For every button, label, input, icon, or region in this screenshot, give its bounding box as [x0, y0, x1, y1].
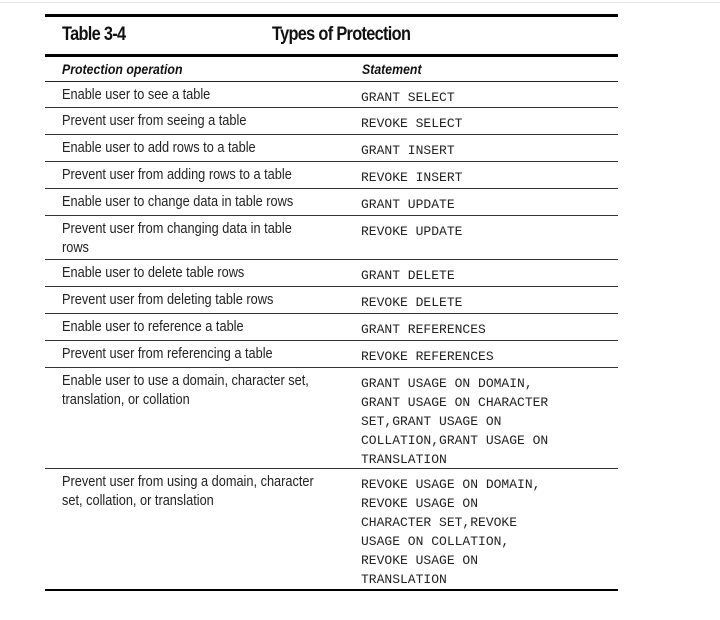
table-row	[45, 82, 618, 108]
table-title: Types of Protection	[272, 24, 411, 45]
statement-cell: REVOKE UPDATE	[361, 224, 463, 239]
statement-cell: GRANT USAGE ON DOMAIN, GRANT USAGE ON CHARACTER SET,GRANT USAGE ON COLLATION,GRANT USAGE ON TRANSLATION	[361, 376, 549, 467]
statement-cell: GRANT INSERT	[361, 143, 455, 158]
operation-cell: Enable user to see a table	[62, 87, 211, 103]
page-top-border	[0, 2, 720, 3]
table-header	[45, 57, 618, 81]
statement-cell: REVOKE REFERENCES	[361, 349, 494, 364]
statement-cell: REVOKE DELETE	[361, 295, 463, 310]
operation-cell: Enable user to change data in table rows	[62, 194, 294, 210]
operation-cell: Enable user to reference a table	[62, 319, 244, 335]
statement-cell: GRANT DELETE	[361, 268, 455, 283]
table-row	[45, 314, 618, 341]
statement-cell: REVOKE INSERT	[361, 170, 463, 185]
table-row	[45, 189, 618, 216]
statement-cell: REVOKE SELECT	[361, 116, 463, 131]
statement-cell: REVOKE USAGE ON DOMAIN, REVOKE USAGE ON CHARACTER SET,REVOKE USAGE ON COLLATION, REVOKE USAGE ON TRANSLATION	[361, 477, 541, 587]
statement-cell: GRANT SELECT	[361, 90, 455, 105]
operation-cell: Prevent user from referencing a table	[62, 346, 273, 362]
table-body	[45, 82, 618, 591]
table-row	[45, 135, 618, 162]
table-row	[45, 216, 618, 260]
table-number: Table 3-4	[62, 24, 126, 45]
table-row	[45, 108, 618, 135]
column-header-statement: Statement	[362, 61, 422, 77]
table-caption	[45, 17, 618, 54]
operation-cell: Prevent user from seeing a table	[62, 113, 247, 129]
operation-cell: Enable user to delete table rows	[62, 265, 245, 281]
table-row	[45, 469, 618, 591]
table-row	[45, 368, 618, 469]
operation-cell: Prevent user from using a domain, character set, collation, or translation	[62, 474, 314, 509]
table-row	[45, 287, 618, 314]
operation-cell: Prevent user from adding rows to a table	[62, 167, 292, 183]
statement-cell: GRANT REFERENCES	[361, 322, 486, 337]
table-row	[45, 341, 618, 368]
operation-cell: Enable user to use a domain, character set, translation, or collation	[62, 373, 309, 408]
table-row	[45, 260, 618, 287]
operation-cell: Prevent user from deleting table rows	[62, 292, 274, 308]
statement-cell: GRANT UPDATE	[361, 197, 455, 212]
operation-cell: Prevent user from changing data in table rows	[62, 221, 292, 256]
column-header-operation: Protection operation	[62, 61, 183, 77]
protection-types-table	[45, 14, 618, 591]
operation-cell: Enable user to add rows to a table	[62, 140, 256, 156]
table-row	[45, 162, 618, 189]
